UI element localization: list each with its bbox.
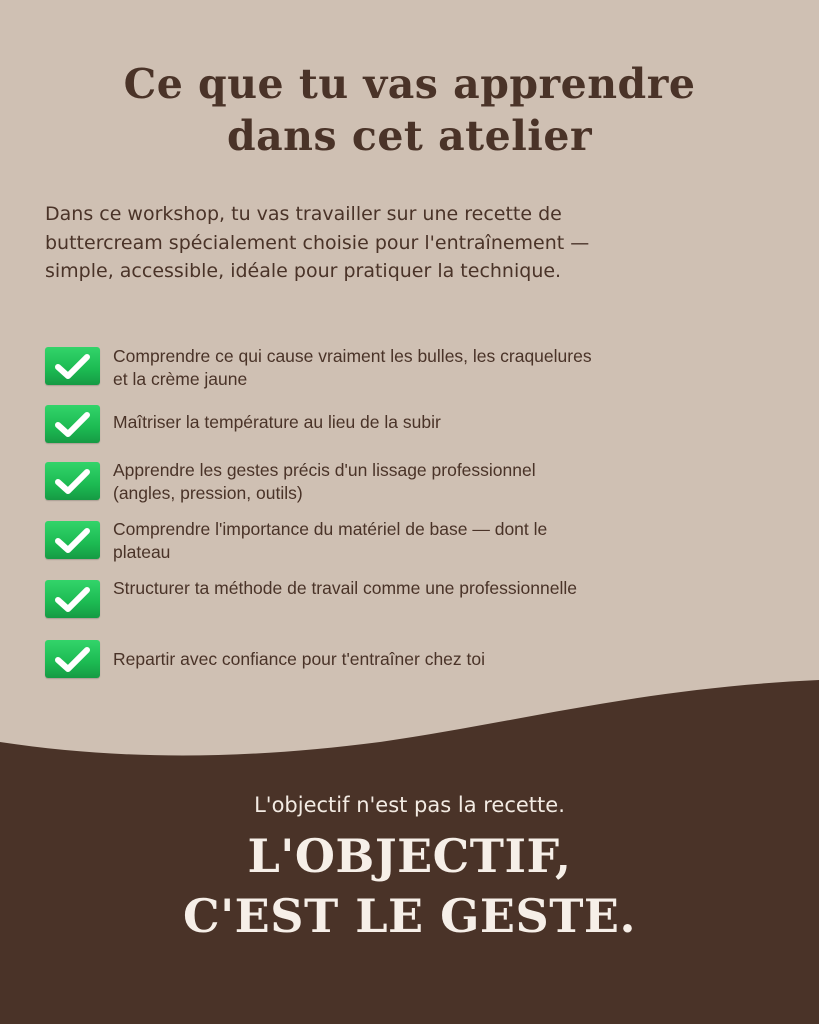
checklist-item-text: Comprendre ce qui cause vraiment les bulles, les craquelures et la crème jaune <box>113 346 592 389</box>
checklist-item <box>45 405 605 453</box>
checklist-item <box>45 520 605 568</box>
checkmark-icon <box>45 462 100 500</box>
checkmark-icon <box>45 521 100 559</box>
checklist-item-text: Structurer ta méthode de travail comme une professionnelle <box>113 578 577 598</box>
footer-headline-line-2: C'EST LE GESTE. <box>182 889 636 943</box>
checklist-item <box>45 579 605 627</box>
checkmark-icon <box>45 580 100 618</box>
checklist-item-text: Apprendre les gestes précis d'un lissage professionnel (angles, pression, outils) <box>113 460 536 503</box>
title-line-2: dans cet atelier <box>226 112 593 160</box>
intro-paragraph: Dans ce workshop, tu vas travailler sur une recette de buttercream spécialement choisie pour l'entraînement — simple, accessible, idéale pour pratiquer la technique. <box>45 203 590 282</box>
checklist-item-text: Maîtriser la température au lieu de la subir <box>113 412 441 432</box>
footer-headline <box>0 826 819 946</box>
page-title <box>0 58 819 162</box>
checklist-item <box>45 461 605 509</box>
checkmark-icon <box>45 405 100 443</box>
footer-subline: L'objectif n'est pas la recette. <box>254 793 565 817</box>
title-line-1: Ce que tu vas apprendre <box>123 60 696 108</box>
checklist-item <box>45 345 605 393</box>
checkmark-icon <box>45 347 100 385</box>
footer-headline-line-1: L'OBJECTIF, <box>247 829 572 883</box>
checklist-item-text: Comprendre l'importance du matériel de base — dont le plateau <box>113 519 548 562</box>
checklist-item-text: Repartir avec confiance pour t'entraîner chez toi <box>113 649 486 669</box>
